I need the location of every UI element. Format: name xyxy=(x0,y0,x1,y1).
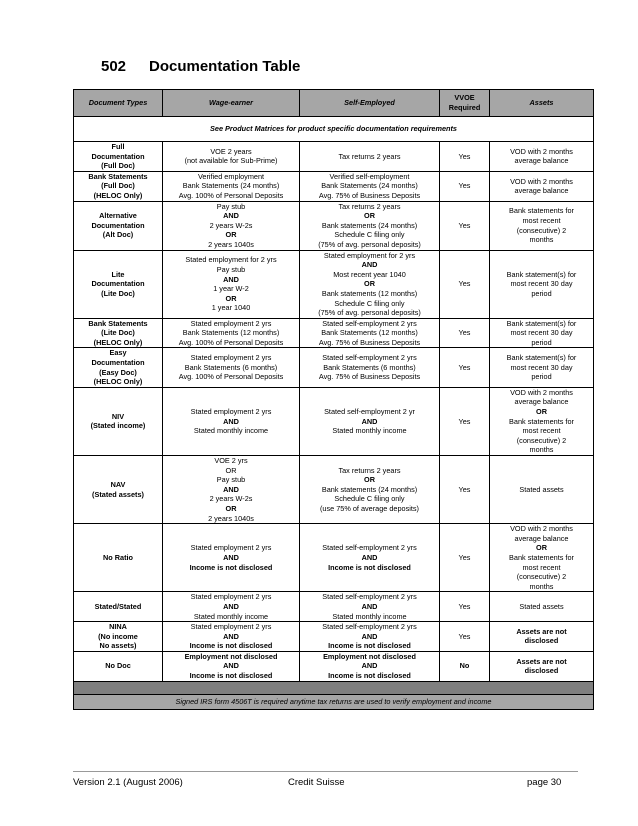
note-row xyxy=(74,117,594,142)
cell-wage-earner: Employment not disclosed AND Income is not disclosed xyxy=(163,651,300,681)
cell-assets: VOD with 2 months average balance xyxy=(490,171,594,201)
table-row xyxy=(74,592,594,622)
table-row xyxy=(74,524,594,592)
cell-vvoe: Yes xyxy=(440,142,490,172)
cell-document-type: NIV (Stated income) xyxy=(74,387,163,455)
cell-vvoe: No xyxy=(440,651,490,681)
table-row xyxy=(74,387,594,455)
spacer-row xyxy=(74,681,594,694)
col-header-self-employed: Self-Employed xyxy=(300,90,440,117)
cell-wage-earner: Stated employment 2 yrs AND Income is not disclosed xyxy=(163,524,300,592)
cell-assets: VOD with 2 months average balance OR Bank statements for most recent (consecutive) 2 months xyxy=(490,524,594,592)
cell-self-employed: Tax returns 2 years xyxy=(300,142,440,172)
documentation-table xyxy=(73,89,594,710)
cell-vvoe: Yes xyxy=(440,171,490,201)
cell-assets: Stated assets xyxy=(490,456,594,524)
cell-self-employed: Stated self-employment 2 yr AND Stated monthly income xyxy=(300,387,440,455)
product-matrices-note: See Product Matrices for product specific documentation requirements xyxy=(74,117,594,142)
cell-document-type: Bank Statements (Full Doc) (HELOC Only) xyxy=(74,171,163,201)
cell-assets: Assets are not disclosed xyxy=(490,622,594,652)
cell-assets: VOD with 2 months average balance xyxy=(490,142,594,172)
cell-assets: Bank statements for most recent (consecutive) 2 months xyxy=(490,201,594,250)
cell-assets: Bank statement(s) for most recent 30 day period xyxy=(490,250,594,318)
footer-version: Version 2.1 (August 2006) xyxy=(73,777,183,788)
footer-page-number: page 30 xyxy=(527,777,562,788)
table-row xyxy=(74,318,594,348)
cell-self-employed: Tax returns 2 years OR Bank statements (24 months) Schedule C filing only (75% of avg. personal deposits) xyxy=(300,201,440,250)
cell-self-employed: Stated self-employment 2 yrs Bank Statements (6 months) Avg. 75% of Business Deposits xyxy=(300,348,440,387)
footer-company: Credit Suisse xyxy=(288,777,345,788)
cell-document-type: NINA (No income No assets) xyxy=(74,622,163,652)
cell-assets: Bank statement(s) for most recent 30 day period xyxy=(490,318,594,348)
cell-vvoe: Yes xyxy=(440,622,490,652)
header-row xyxy=(74,90,594,117)
cell-self-employed: Employment not disclosed AND Income is not disclosed xyxy=(300,651,440,681)
cell-assets: Assets are not disclosed xyxy=(490,651,594,681)
table-row xyxy=(74,456,594,524)
col-header-assets: Assets xyxy=(490,90,594,117)
cell-document-type: Lite Documentation (Lite Doc) xyxy=(74,250,163,318)
cell-document-type: Alternative Documentation (Alt Doc) xyxy=(74,201,163,250)
cell-vvoe: Yes xyxy=(440,250,490,318)
cell-document-type: Easy Documentation (Easy Doc) (HELOC Only) xyxy=(74,348,163,387)
col-header-vvoe-required: VVOE Required xyxy=(440,90,490,117)
cell-assets: Stated assets xyxy=(490,592,594,622)
page-heading xyxy=(101,58,300,75)
spacer-band xyxy=(74,681,594,694)
cell-vvoe: Yes xyxy=(440,524,490,592)
cell-assets: VOD with 2 months average balance OR Bank statements for most recent (consecutive) 2 months xyxy=(490,387,594,455)
table-row xyxy=(74,651,594,681)
cell-vvoe: Yes xyxy=(440,592,490,622)
cell-document-type: No Ratio xyxy=(74,524,163,592)
cell-self-employed: Stated employment for 2 yrs AND Most recent year 1040 OR Bank statements (12 months) Schedule C filing only (75% of avg. personal deposits) xyxy=(300,250,440,318)
cell-wage-earner: VOE 2 years (not available for Sub-Prime) xyxy=(163,142,300,172)
irs-form-note: Signed IRS form 4506T is required anytime tax returns are used to verify employment and income xyxy=(74,694,594,709)
cell-wage-earner: Stated employment for 2 yrs Pay stub AND 1 year W-2 OR 1 year 1040 xyxy=(163,250,300,318)
cell-wage-earner: VOE 2 yrs OR Pay stub AND 2 years W-2s OR 2 years 1040s xyxy=(163,456,300,524)
cell-assets: Bank statement(s) for most recent 30 day period xyxy=(490,348,594,387)
cell-self-employed: Tax returns 2 years OR Bank statements (24 months) Schedule C filing only (use 75% of average deposits) xyxy=(300,456,440,524)
cell-wage-earner: Stated employment 2 yrs Bank Statements (6 months) Avg. 100% of Personal Deposits xyxy=(163,348,300,387)
cell-document-type: No Doc xyxy=(74,651,163,681)
cell-wage-earner: Verified employment Bank Statements (24 months) Avg. 100% of Personal Deposits xyxy=(163,171,300,201)
cell-wage-earner: Stated employment 2 yrs AND Stated monthly income xyxy=(163,387,300,455)
cell-vvoe: Yes xyxy=(440,348,490,387)
table-row xyxy=(74,250,594,318)
footer-divider xyxy=(73,771,578,772)
section-number: 502 xyxy=(101,58,127,75)
cell-document-type: Stated/Stated xyxy=(74,592,163,622)
cell-vvoe: Yes xyxy=(440,456,490,524)
table-row xyxy=(74,142,594,172)
cell-wage-earner: Stated employment 2 yrs AND Stated monthly income xyxy=(163,592,300,622)
cell-self-employed: Stated self-employment 2 yrs Bank Statements (12 months) Avg. 75% of Business Deposits xyxy=(300,318,440,348)
cell-self-employed: Verified self-employment Bank Statements (24 months) Avg. 75% of Business Deposits xyxy=(300,171,440,201)
table-row xyxy=(74,622,594,652)
cell-self-employed: Stated self-employment 2 yrs AND Stated monthly income xyxy=(300,592,440,622)
col-header-document-types: Document Types xyxy=(74,90,163,117)
table-row xyxy=(74,171,594,201)
cell-vvoe: Yes xyxy=(440,318,490,348)
cell-self-employed: Stated self-employment 2 yrs AND Income is not disclosed xyxy=(300,524,440,592)
cell-wage-earner: Stated employment 2 yrs AND Income is not disclosed xyxy=(163,622,300,652)
cell-wage-earner: Stated employment 2 yrs Bank Statements (12 months) Avg. 100% of Personal Deposits xyxy=(163,318,300,348)
col-header-wage-earner: Wage-earner xyxy=(163,90,300,117)
cell-document-type: Full Documentation (Full Doc) xyxy=(74,142,163,172)
irs-note-row xyxy=(74,694,594,709)
cell-document-type: Bank Statements (Lite Doc) (HELOC Only) xyxy=(74,318,163,348)
cell-vvoe: Yes xyxy=(440,201,490,250)
section-title: Documentation Table xyxy=(149,58,301,75)
table-row xyxy=(74,201,594,250)
table-row xyxy=(74,348,594,387)
cell-vvoe: Yes xyxy=(440,387,490,455)
cell-wage-earner: Pay stub AND 2 years W-2s OR 2 years 1040s xyxy=(163,201,300,250)
cell-document-type: NAV (Stated assets) xyxy=(74,456,163,524)
cell-self-employed: Stated self-employment 2 yrs AND Income is not disclosed xyxy=(300,622,440,652)
